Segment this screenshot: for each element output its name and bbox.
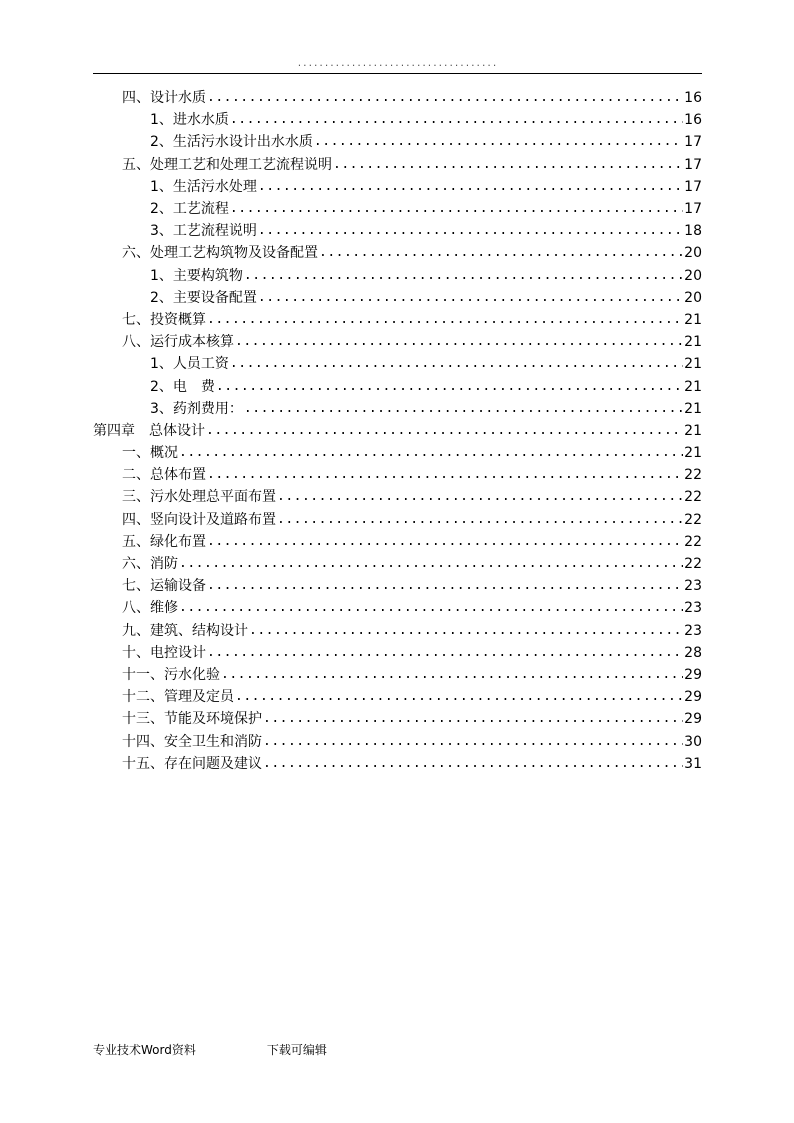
toc-entry[interactable] [93, 375, 702, 397]
toc-entry-page-number: 22 [684, 467, 702, 484]
toc-entry-title: 八、运行成本核算 [122, 334, 234, 351]
toc-entry-title: 六、处理工艺构筑物及设备配置 [122, 245, 318, 262]
toc-entry-title: 四、设计水质 [122, 90, 206, 107]
toc-dot-leader [244, 265, 683, 287]
toc-entry-title: 二、总体布置 [122, 467, 206, 484]
toc-dot-leader [235, 331, 683, 353]
toc-entry-page-number: 29 [684, 666, 702, 683]
toc-entry-title: 2、主要设备配置 [150, 289, 257, 306]
toc-entry[interactable] [93, 420, 702, 442]
toc-entry-page-number: 17 [684, 134, 702, 151]
toc-entry[interactable] [93, 287, 702, 309]
toc-entry[interactable] [93, 642, 702, 664]
toc-entry-title: 七、投资概算 [122, 311, 206, 328]
toc-entry[interactable] [93, 87, 702, 109]
toc-dot-leader [207, 309, 683, 331]
toc-dot-leader [179, 597, 683, 619]
toc-dot-leader [207, 642, 683, 664]
toc-entry[interactable] [93, 708, 702, 730]
toc-entry-page-number: 23 [684, 578, 702, 595]
toc-entry-title: 2、工艺流程 [150, 201, 229, 218]
toc-dot-leader [263, 753, 683, 775]
toc-dot-leader [314, 131, 683, 153]
toc-entry-title: 四、竖向设计及道路布置 [122, 511, 276, 528]
toc-dot-leader [258, 287, 683, 309]
header-dots: ..................................... [296, 59, 498, 69]
toc-entry-title: 1、生活污水处理 [150, 178, 257, 195]
toc-entry-title: 第四章 总体设计 [93, 422, 205, 439]
toc-entry-page-number: 21 [684, 356, 702, 373]
toc-dot-leader [258, 220, 683, 242]
toc-entry[interactable] [93, 109, 702, 131]
footer-right-text: 下载可编辑 [266, 1043, 327, 1057]
toc-entry-page-number: 17 [684, 156, 702, 173]
toc-entry-page-number: 17 [684, 178, 702, 195]
toc-entry-page-number: 31 [684, 755, 702, 772]
toc-entry[interactable] [93, 220, 702, 242]
toc-dot-leader [207, 87, 683, 109]
toc-entry-page-number: 16 [684, 112, 702, 129]
toc-dot-leader [207, 464, 683, 486]
toc-entry-page-number: 20 [684, 267, 702, 284]
page-footer [93, 1041, 327, 1058]
toc-entry-page-number: 20 [684, 245, 702, 262]
toc-entry-title: 十、电控设计 [122, 644, 206, 661]
toc-entry[interactable] [93, 398, 702, 420]
toc-entry-title: 七、运输设备 [122, 578, 206, 595]
toc-entry[interactable] [93, 176, 702, 198]
toc-dot-leader [230, 353, 683, 375]
toc-dot-leader [207, 575, 683, 597]
toc-entry-title: 五、绿化布置 [122, 533, 206, 550]
toc-dot-leader [333, 154, 683, 176]
toc-entry-page-number: 21 [684, 400, 702, 417]
header-rule [93, 73, 702, 74]
toc-entry-title: 2、生活污水设计出水水质 [150, 134, 313, 151]
toc-entry-page-number: 21 [684, 445, 702, 462]
toc-entry-title: 1、人员工资 [150, 356, 229, 373]
toc-entry-page-number: 21 [684, 422, 702, 439]
toc-entry-title: 三、污水处理总平面布置 [122, 489, 276, 506]
toc-entry[interactable] [93, 353, 702, 375]
toc-entry-page-number: 21 [684, 311, 702, 328]
toc-entry-page-number: 23 [684, 600, 702, 617]
toc-entry[interactable] [93, 730, 702, 752]
toc-entry[interactable] [93, 198, 702, 220]
toc-entry-page-number: 21 [684, 334, 702, 351]
toc-entry-page-number: 21 [684, 378, 702, 395]
toc-entry-page-number: 23 [684, 622, 702, 639]
toc-entry[interactable] [93, 509, 702, 531]
footer-left-text: 专业技术Word资料 [93, 1043, 196, 1057]
toc-entry[interactable] [93, 686, 702, 708]
toc-entry[interactable] [93, 553, 702, 575]
toc-entry-title: 一、概况 [122, 445, 178, 462]
toc-entry-title: 十四、安全卫生和消防 [122, 733, 262, 750]
toc-entry-page-number: 22 [684, 489, 702, 506]
toc-entry[interactable] [93, 331, 702, 353]
toc-entry-title: 1、进水水质 [150, 112, 229, 129]
toc-entry[interactable] [93, 464, 702, 486]
toc-dot-leader [244, 398, 683, 420]
table-of-contents [93, 87, 702, 775]
toc-entry[interactable] [93, 575, 702, 597]
toc-entry-page-number: 20 [684, 289, 702, 306]
toc-dot-leader [207, 531, 683, 553]
toc-entry-title: 五、处理工艺和处理工艺流程说明 [122, 156, 332, 173]
toc-entry-title: 八、维修 [122, 600, 178, 617]
toc-dot-leader [277, 509, 683, 531]
toc-entry-page-number: 22 [684, 533, 702, 550]
toc-entry[interactable] [93, 620, 702, 642]
toc-entry-page-number: 16 [684, 90, 702, 107]
toc-entry-page-number: 17 [684, 201, 702, 218]
toc-entry-page-number: 29 [684, 689, 702, 706]
toc-entry[interactable] [93, 753, 702, 775]
toc-entry-title: 3、药剂费用： [150, 400, 243, 417]
toc-dot-leader [216, 376, 683, 398]
toc-entry[interactable] [93, 597, 702, 619]
toc-dot-leader [319, 242, 683, 264]
toc-dot-leader [230, 109, 683, 131]
toc-entry[interactable] [93, 154, 702, 176]
toc-entry-page-number: 30 [684, 733, 702, 750]
toc-entry-title: 十五、存在问题及建议 [122, 755, 262, 772]
toc-entry-page-number: 28 [684, 644, 702, 661]
toc-entry-title: 1、主要构筑物 [150, 267, 243, 284]
toc-dot-leader [249, 620, 683, 642]
toc-entry[interactable] [93, 309, 702, 331]
toc-entry-page-number: 22 [684, 511, 702, 528]
toc-dot-leader [258, 176, 683, 198]
toc-entry[interactable] [93, 131, 702, 153]
toc-dot-leader [235, 686, 683, 708]
toc-entry[interactable] [93, 242, 702, 264]
toc-dot-leader [206, 420, 683, 442]
toc-entry-title: 3、工艺流程说明 [150, 223, 257, 240]
toc-entry-page-number: 18 [684, 223, 702, 240]
toc-dot-leader [263, 708, 683, 730]
toc-entry-title: 2、电 费 [150, 378, 215, 395]
toc-entry[interactable] [93, 442, 702, 464]
toc-entry-title: 十二、管理及定员 [122, 689, 234, 706]
toc-entry-page-number: 29 [684, 711, 702, 728]
toc-entry-title: 六、消防 [122, 556, 178, 573]
toc-dot-leader [179, 442, 683, 464]
toc-entry[interactable] [93, 664, 702, 686]
toc-entry[interactable] [93, 531, 702, 553]
toc-dot-leader [230, 198, 683, 220]
toc-entry-title: 九、建筑、结构设计 [122, 622, 248, 639]
toc-entry-title: 十一、污水化验 [122, 666, 220, 683]
toc-entry[interactable] [93, 486, 702, 508]
toc-entry-title: 十三、节能及环境保护 [122, 711, 262, 728]
toc-entry[interactable] [93, 265, 702, 287]
toc-dot-leader [263, 731, 683, 753]
toc-dot-leader [277, 486, 683, 508]
toc-entry-page-number: 22 [684, 556, 702, 573]
toc-dot-leader [179, 553, 683, 575]
toc-dot-leader [221, 664, 683, 686]
